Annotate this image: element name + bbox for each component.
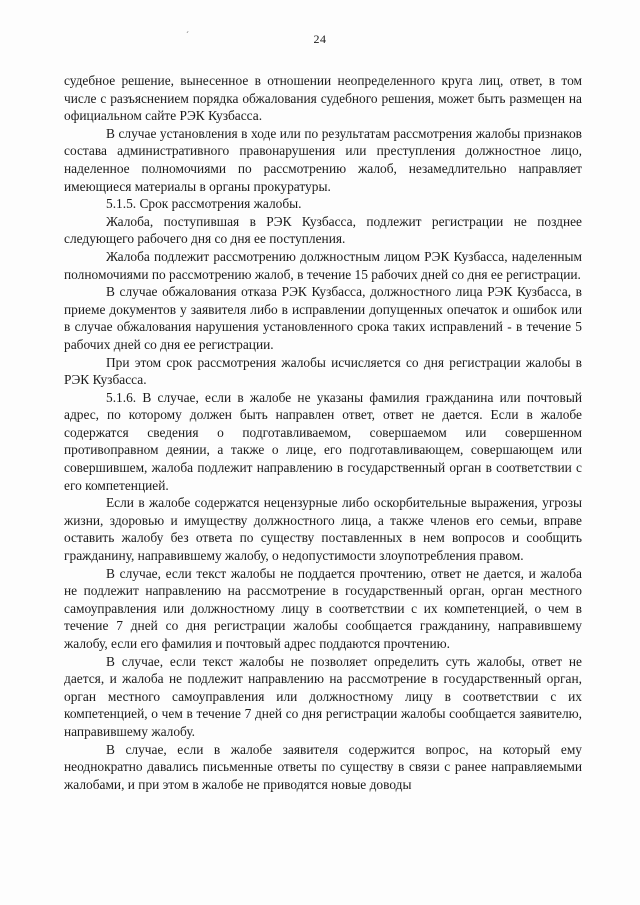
paragraph: судебное решение, вынесенное в отношении неопределенного круга лиц, ответ, в том числе с разъяснением порядка обжалования судебного решения, может быть размещен на официальном сайте РЭК Кузбасса. [64,73,582,124]
paragraph: В случае, если текст жалобы не поддается прочтению, ответ не дается, и жалоба не подлежит направлению на рассмотрение в государственный орган, орган местного самоуправления или должностному лицу в соответствии с их компетенцией, о чем в течение 7 дней со дня регистрации жалобы сообщается гражданину, направившему жалобу, если его фамилия и почтовый адрес поддаются прочтению. [64,565,582,651]
section-heading: 5.1.5. Срок рассмотрения жалобы. [106,196,302,212]
paragraph: При этом срок рассмотрения жалобы исчисляется со дня регистрации жалобы в РЭК Кузбасса. [64,354,582,388]
paragraph: Если в жалобе содержатся нецензурные либо оскорбительные выражения, угрозы жизни, здоровью и имуществу должностного лица, а также членов его семьи, вправе оставить жалобу без ответа по существу поставленных в нем вопросов и сообщить гражданину, направившему жалобу, о недопустимости злоупотребления правом. [64,495,582,564]
page-number: 24 [313,32,327,46]
paragraph: В случае, если в жалобе заявителя содержится вопрос, на который ему неоднократно давались письменные ответы по существу в связи с ранее направляемыми жалобами, и при этом в жалобе не приводятся новые доводы [64,741,582,792]
paragraph: 5.1.6. В случае, если в жалобе не указаны фамилия гражданина или почтовый адрес, по которому должен быть направлен ответ, ответ не дается. Если в жалобе содержатся сведения о подготавливаемом, совершаемом или совершенном противоправном деянии, а также о лице, его подготавливающем, совершающем или совершившем, жалоба подлежит направлению в государственный орган в соответствии с его компетенцией. [64,389,582,493]
document-body [64,72,582,793]
paragraph: В случае установления в ходе или по результатам рассмотрения жалобы признаков состава административного правонарушения или преступления должностное лицо, наделенное полномочиями по рассмотрению жалоб, незамедлительно направляет имеющиеся материалы в органы прокуратуры. [64,125,582,194]
paragraph: В случае обжалования отказа РЭК Кузбасса, должностного лица РЭК Кузбасса, в приеме документов у заявителя либо в исправлении допущенных опечаток и ошибок или в случае обжалования нарушения установленного срока таких исправлений - в течение 5 рабочих дней со дня ее регистрации. [64,284,582,352]
scan-mark: ´ [186,30,189,40]
paragraph: Жалоба, поступившая в РЭК Кузбасса, подлежит регистрации не позднее следующего рабочего дня со дня ее поступления. [64,213,582,247]
paragraph: В случае, если текст жалобы не позволяет определить суть жалобы, ответ не дается, и жалоба не подлежит направлению на рассмотрение в государственный орган, орган местного самоуправления или должностному лицу в соответствии с их компетенцией, о чем в течение 7 дней со дня регистрации жалобы сообщается заявителю, направившему жалобу. [64,653,582,739]
paragraph: Жалоба подлежит рассмотрению должностным лицом РЭК Кузбасса, наделенным полномочиями по рассмотрению жалоб, в течение 15 рабочих дней со дня ее регистрации. [64,248,582,282]
